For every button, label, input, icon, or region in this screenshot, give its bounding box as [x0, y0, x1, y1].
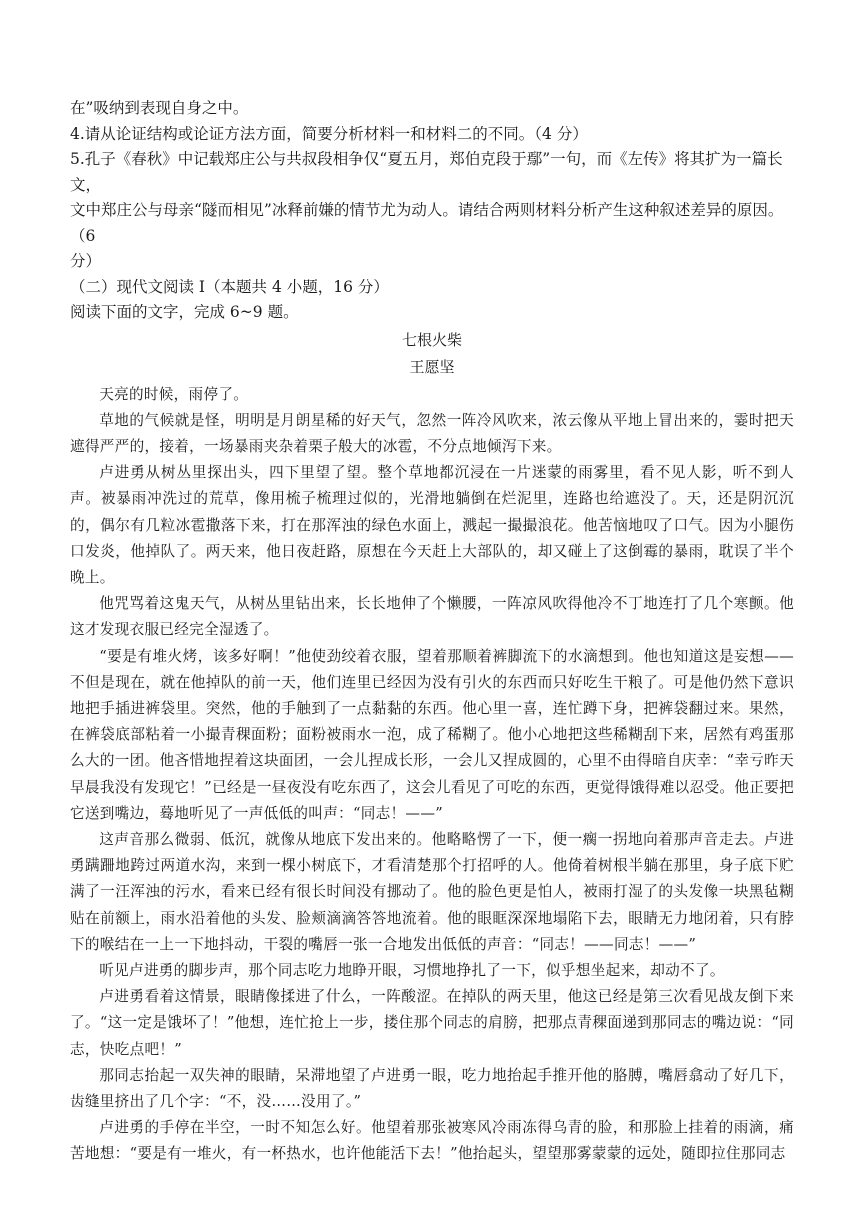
story-title: 七根火柴 [401, 330, 462, 349]
story-paragraph: 草地的气候就是怪，明明是月朗星稀的好天气，忽然一阵冷风吹来，浓云像从平地上冒出来的，霎时把天遮得严严的，接着，一场暴雨夹杂着栗子般大的冰雹，不分点地倾泻下来。 [70, 411, 794, 455]
story-paragraph: 卢进勇看着这情景，眼睛像揉进了什么，一阵酸涩。在掉队的两天里，他这已经是第三次看见战友倒下来了。“这一定是饿坏了！”他想，连忙抢上一步，搂住那个同志的肩膀，把那点青稞面递到那同志的嘴边说：“同志，快吃点吧！” [70, 988, 794, 1058]
story-body [70, 382, 794, 1168]
story-author: 王愿坚 [409, 357, 455, 376]
section-instruction: 阅读下面的文字，完成 6~9 题。 [70, 303, 299, 321]
story-paragraph: 那同志抬起一双失神的眼睛，呆滞地望了卢进勇一眼，吃力地抬起手推开他的胳膊，嘴唇翕动了好几下，齿缝里挤出了几个字：“不，没……没用了。” [70, 1066, 794, 1110]
story-paragraph: 天亮的时候，雨停了。 [99, 385, 249, 403]
section-heading: （二）现代文阅读 I（本题共 4 小题，16 分） [70, 277, 389, 296]
story-paragraph: 这声音那么微弱、低沉，就像从地底下发出来的。他略略愣了一下，便一瘸一拐地向着那声音走去。卢进勇蹒跚地跨过两道水沟，来到一棵小树底下，才看清楚那个打招呼的人。他倚着树根半躺在那里，身子底下贮满了一汪浑浊的污水，看来已经有很长时间没有挪动了。他的脸色更是怕人，被雨打湿了的头发像一块黑毡糊贴在前额上，雨水沿着他的头发、脸颊滴滴答答地流着。他的眼眶深深地塌陷下去，眼睛无力地闭着，只有脖下的喉结在一上一下地抖动，干裂的嘴唇一张一合地发出低低的声音：“同志！——同志！——” [70, 830, 794, 953]
question-4: 4.请从论证结构或论证方法方面，简要分析材料一和材料二的不同。（4 分） [70, 124, 588, 143]
story-paragraph: “要是有堆火烤，该多好啊！”他使劲绞着衣服，望着那顺着裤脚流下的水滴想到。他也知道这是妄想——不但是现在，就在他掉队的前一天，他们连里已经因为没有引火的东西而只好吃生干粮了。可是他仍然下意识地把手插进裤袋里。突然，他的手触到了一点黏黏的东西。他心里一喜，连忙蹲下身，把裤袋翻过来。果然，在裤袋底部粘着一小撮青稞面粉；面粉被雨水一泡，成了稀糊了。他小心地把这些稀糊刮下来，居然有鸡蛋那么大的一团。他吝惜地捏着这块面团，一会儿捏成长形，一会儿又捏成圆的，心里不由得暗自庆幸：“幸亏昨天早晨我没有发现它！”已经是一昼夜没有吃东西了，这会儿看见了可吃的东西，更觉得饿得难以忍受。他正要把它送到嘴边，蓦地听见了一声低低的叫声：“同志！——” [70, 647, 794, 822]
story-paragraph: 卢进勇的手停在半空，一时不知怎么好。他望着那张被寒风冷雨冻得乌青的脸，和那脸上挂着的雨滴，痛苦地想：“要是有一堆火，有一杯热水，也许他能活下去！”他抬起头，望望那雾蒙蒙的远处，随即拉住那同志 [70, 1119, 794, 1163]
story-paragraph: 听见卢进勇的脚步声，那个同志吃力地睁开眼，习惯地挣扎了一下，似乎想坐起来，却动不了。 [99, 961, 725, 979]
question-5-line-2: 文中郑庄公与母亲“隧而相见”冰释前嫌的情节尤为动人。请结合两则材料分析产生这种叙述差异的原因。（6 [70, 201, 784, 245]
story-paragraph: 他咒骂着这鬼天气，从树丛里钻出来，长长地伸了个懒腰，一阵凉风吹得他冷不丁地连打了几个寒颤。他这才发现衣服已经完全湿透了。 [70, 595, 794, 639]
question-5-line-1: 5.孔子《春秋》中记载郑庄公与共叔段相争仅“夏五月，郑伯克段于鄢”一句，而《左传》将其扩为一篇长文， [70, 150, 783, 194]
question-5-line-3: 分） [70, 252, 102, 270]
story-paragraph: 卢进勇从树丛里探出头，四下里望了望。整个草地都沉浸在一片迷蒙的雨雾里，看不见人影，听不到人声。被暴雨冲洗过的荒草，像用梳子梳理过似的，光滑地躺倒在烂泥里，连路也给遮没了。天，还是阴沉沉的，偶尔有几粒冰雹撒落下来，打在那浑浊的绿色水面上，溅起一撮撮浪花。他苦恼地叹了口气。因为小腿伤口发炎，他掉队了。两天来，他日夜赶路，原想在今天赶上大部队的，却又碰上了这倒霉的暴雨，耽误了半个晚上。 [70, 464, 794, 586]
question-carryover-line: 在”吸纳到表现自身之中。 [70, 99, 249, 117]
